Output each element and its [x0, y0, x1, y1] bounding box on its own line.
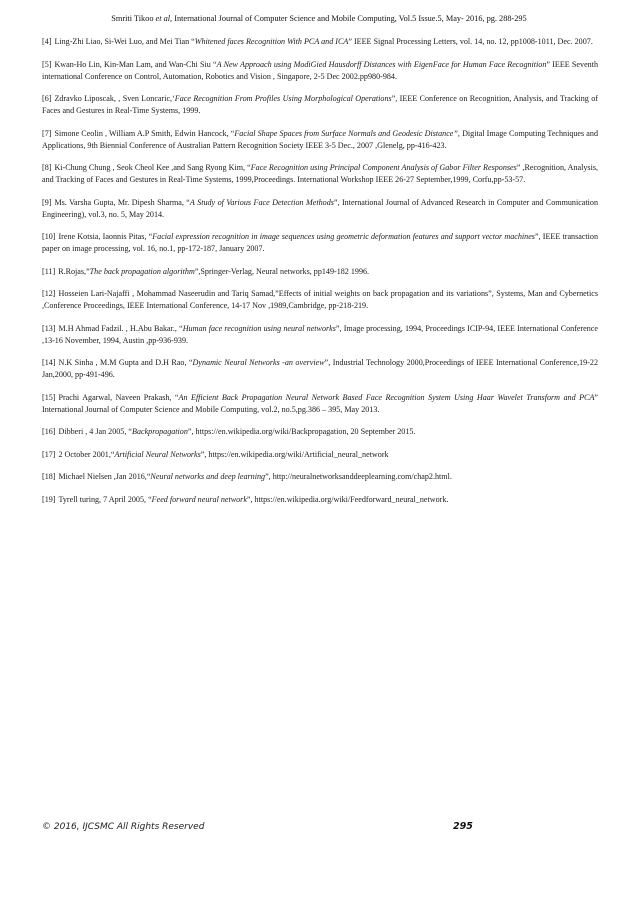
reference-item: [7] Simone Ceolin , William A.P Smith, Edwin Hancock, “Facial Shape Spaces from Surface Normals and Geodesic Distance”, Digital Image Computing Techniques and Applications, 9th Biennial Conference of Australian Pattern Recognition Society IEEE 3-5 Dec., 2007 ,Glenelg, pp-416-423.: [42, 128, 598, 150]
reference-item: [5] Kwan-Ho Lin, Kin-Man Lam, and Wan-Chi Siu “A New Approach using ModiGied Hausdorff Distances with EigenFace for Human Face Recognition” IEEE Seventh international Conference on Control, Automation, Robotics and Vision , Singapore, 2-5 Dec 2002.pp980-984.: [42, 59, 599, 81]
reference-item: [10] Irene Kotsia, Iaonnis Pitas, “Facial expression recognition in image sequences using geometric deformation features and support vector machines”, IEEE transaction paper on image processing, vol. 16, no.1, pp-172-187, January 2007.: [42, 232, 599, 253]
reference-item: [6] Zdravko Liposcak, , Sven Loncaric,‘Face Recognition From Profiles Using Morphological Operations”, IEEE Conference on Recognition, Analysis, and Tracking of Faces and Gestures in Real-Time Systems, 1999.: [42, 94, 598, 115]
reference-item: [17] 2 October 2001,“Artificial Neural Networks”, https://en.wikipedia.org/wiki/Artificial_neural_network: [42, 449, 389, 459]
reference-item: [19] Tyrell turing, 7 April 2005, “Feed forward neural network”, https://en.wikipedia.org/wiki/Feedforward_neural_network.: [42, 494, 449, 504]
reference-item: [15] Prachi Agarwal, Naveen Prakash, “An Efficient Back Propagation Neural Network Based Face Recognition System Using Haar Wavelet Transform and PCA” International Journal of Computer Science and Mobile Computing, vol.2, no.5,pg.386 – 395, May 2013.: [42, 392, 598, 414]
header-authors: Smriti Tikoo: [111, 14, 154, 23]
reference-item: [11] R.Rojas,”The back propagation algorithm”,Springer-Verlag, Neural networks, pp149-182 1996.: [42, 266, 370, 276]
reference-item: [8] Ki-Chung Chung , Seok Cheol Kee ,and Sang Ryong Kim, “Face Recognition using Principal Component Analysis of Gabor Filter Responses” ,Recognition, Analysis, and Tracking of Faces and Gestures in Real-Time Systems, 1999,Proceedings. International Workshop IEEE 26-27 September,1999, Corfu,pp-53-57.: [42, 163, 598, 184]
header-citation: International Journal of Computer Science and Mobile Computing, Vol.5 Issue.5, May- 2016, pg. 288-295: [174, 14, 527, 23]
reference-item: [14] N.K Sinha , M.M Gupta and D.H Rao, “Dynamic Neural Networks -an overview”, Industrial Technology 2000,Proceedings of IEEE International Conference,19-22 Jan,2000, pp-491-496.: [42, 358, 598, 379]
reference-item: [13] M.H Ahmad Fadzil. , H.Abu Bakar., “Human face recognition using neural networks”, Image processing, 1994, Proceedings ICIP-94, IEEE International Conference ,13-16 November, 1994, Austin ,pp-936-939.: [42, 323, 598, 345]
page-number: 295: [453, 821, 473, 832]
running-header: [0, 13, 638, 24]
reference-item: [9] Ms. Varsha Gupta, Mr. Dipesh Sharma, “A Study of Various Face Detection Methods”, International Journal of Advanced Research in Computer and Communication Engineering), vol.3, no. 5, May 2014.: [42, 197, 598, 219]
copyright-notice: © 2016, IJCSMC All Rights Reserved: [42, 822, 205, 832]
reference-item: [18] Michael Nielsen ,Jan 2016,“Neural networks and deep learning”, http://neuralnetworksanddeeplearning.com/chap2.html.: [42, 472, 452, 481]
reference-item: [12] Hosseien Lari-Najaffi , Mohammad Naseerudin and Tariq Samad,”Effects of initial weights on back propagation and its variations”, Systems, Man and Cybernetics ,Conference Proceedings, IEEE International Conference, 14-17 Nov ,1989,Cambridge, pp-218-219.: [42, 289, 598, 310]
reference-item: [16] Dibberi , 4 Jan 2005, “Backpropagation”, https://en.wikipedia.org/wiki/Backpropagation, 20 September 2015.: [42, 427, 416, 436]
reference-item: [4] Ling-Zhi Liao, Si-Wei Luo, and Mei Tian “Whitened faces Recognition With PCA and ICA” IEEE Signal Processing Letters, vol. 14, no. 12, pp1008-1011, Dec. 2007.: [42, 37, 593, 46]
header-et-al: et al,: [155, 14, 173, 23]
reference-list: [42, 36, 598, 516]
